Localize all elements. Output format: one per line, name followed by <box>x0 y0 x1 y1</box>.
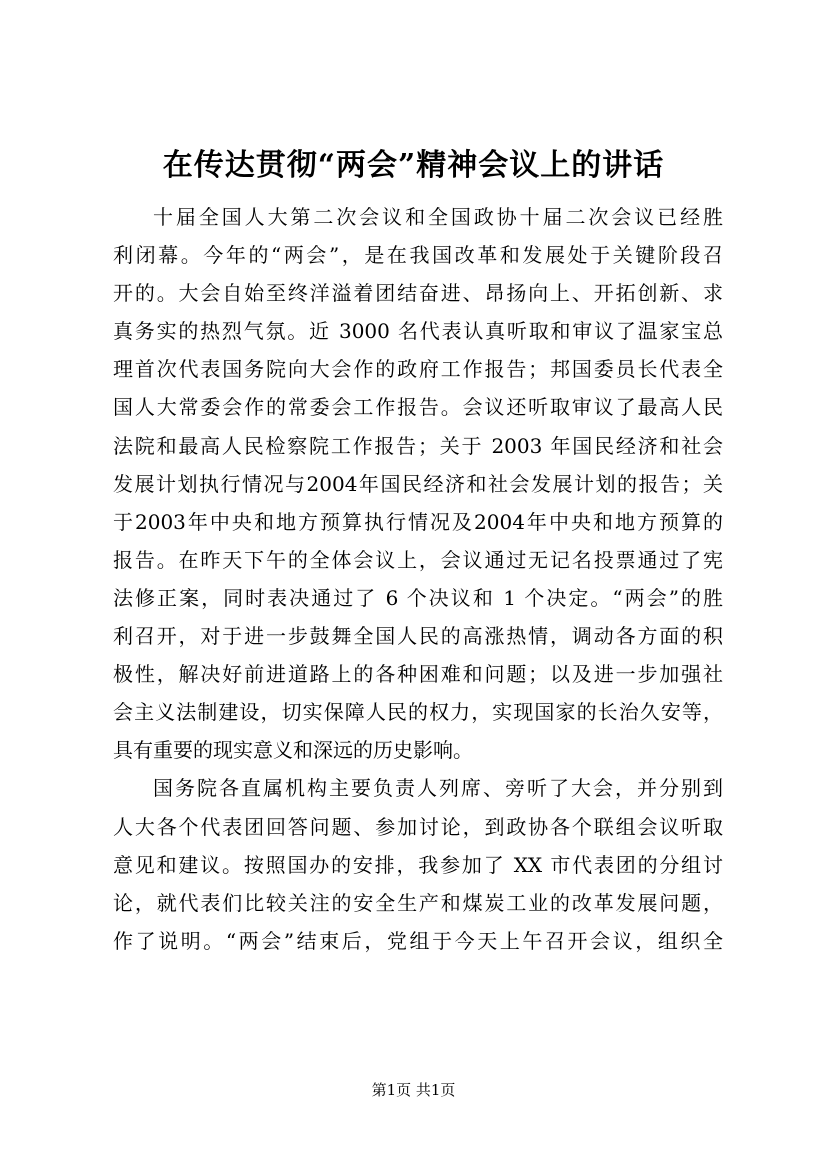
text-line: 人大各个代表团回答问题、参加讨论，到政协各个联组会议听取 <box>113 814 723 839</box>
text-line: 国务院各直属机构主要负责人列席、旁听了大会，并分别到 <box>153 776 723 801</box>
text-line: 意见和建议。按照国办的安排，我参加了 XX 市代表团的分组讨 <box>113 852 723 877</box>
document-title: 在传达贯彻“两会”精神会议上的讲话 <box>162 148 665 183</box>
paragraph-1 <box>113 198 723 769</box>
text-line: 利闭幕。今年的“两会”，是在我国改革和发展处于关键阶段召 <box>113 243 723 268</box>
text-line: 论，就代表们比较关注的安全生产和煤炭工业的改革发展问题， <box>113 890 723 915</box>
text-line: 作了说明。“两会”结束后，党组于今天上午召开会议，组织全 <box>113 928 723 953</box>
text-line: 法修正案，同时表决通过了 6 个决议和 1 个决定。“两会”的胜 <box>113 585 723 610</box>
document-body <box>113 198 723 960</box>
paragraph-2 <box>113 769 723 959</box>
page-footer: 第1页 共1页 <box>371 1081 456 1099</box>
text-line: 法院和最高人民检察院工作报告；关于 2003 年国民经济和社会 <box>113 433 723 458</box>
text-line: 利召开，对于进一步鼓舞全国人民的高涨热情，调动各方面的积 <box>113 624 723 649</box>
text-line: 理首次代表国务院向大会作的政府工作报告；邦国委员长代表全 <box>113 357 723 382</box>
text-line: 于2003年中央和地方预算执行情况及2004年中央和地方预算的 <box>113 509 723 534</box>
text-line: 国人大常委会作的常委会工作报告。会议还听取审议了最高人民 <box>113 395 723 420</box>
text-line: 开的。大会自始至终洋溢着团结奋进、昂扬向上、开拓创新、求 <box>113 281 723 306</box>
text-line: 极性，解决好前进道路上的各种困难和问题；以及进一步加强社 <box>113 662 723 687</box>
text-line: 会主义法制建设，切实保障人民的权力，实现国家的长治久安等， <box>113 700 723 725</box>
text-line: 十届全国人大第二次会议和全国政协十届二次会议已经胜 <box>153 205 723 229</box>
text-line: 具有重要的现实意义和深远的历史影响。 <box>113 738 473 763</box>
text-line: 真务实的热烈气氛。近 3000 名代表认真听取和审议了温家宝总 <box>113 319 723 344</box>
text-line: 发展计划执行情况与2004年国民经济和社会发展计划的报告；关 <box>113 471 723 496</box>
text-line: 报告。在昨天下午的全体会议上，会议通过无记名投票通过了宪 <box>113 547 723 572</box>
